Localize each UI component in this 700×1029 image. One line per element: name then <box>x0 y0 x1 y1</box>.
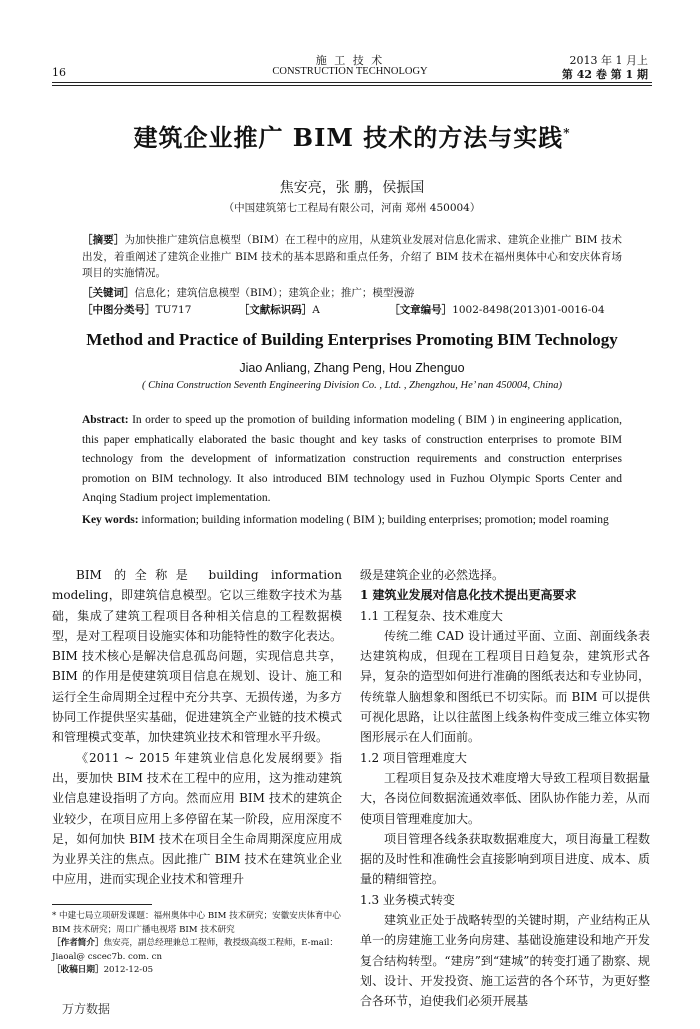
authors-cn: 焦安亮，张 鹏，侯振国 <box>279 180 425 196</box>
volume-issue: 第 42 卷 第 1 期 <box>561 68 648 81</box>
affiliation-cn: （中国建筑第七工程局有限公司，河南 郑州 450004） <box>223 202 481 214</box>
article-number: 1002-8498(2013)01-0016-04 <box>452 304 605 316</box>
abstract-en-label: Abstract: <box>82 414 129 426</box>
keywords-en-label: Key words: <box>82 514 139 526</box>
section-heading-1-3: 1.3 业务模式转变 <box>360 892 455 907</box>
body-paragraph: 项目管理各线条获取数据难度大，项目海量工程数据的及时性和准确性会直接影响到项目进度、成本、质量的精细管控。 <box>360 831 650 887</box>
body-right-column <box>360 565 650 1012</box>
keywords-en-text: information; building information modeling ( BIM ); building enterprises; promotion; model roaming <box>141 514 609 526</box>
footnote-rule <box>52 904 152 905</box>
footnotes <box>52 910 342 978</box>
doc-code-label: ［文献标识码］ <box>238 304 313 316</box>
clc-code: TU717 <box>155 304 192 316</box>
journal-title-cn: 施 工 技 术 <box>315 54 385 67</box>
watermark: 万方数据 <box>62 1002 111 1016</box>
section-heading-1-2: 1.2 项目管理难度大 <box>360 750 467 765</box>
paper-title-cn: 建筑企业推广 BIM 技术的方法与实践* <box>133 123 571 152</box>
body-paragraph: 级是建筑企业的必然选择。 <box>360 568 505 582</box>
body-paragraph: 工程项目复杂及技术难度增大导致工程项目数据量大，各岗位间数据流通效率低、团队协作能力差，从而使项目管理难度加大。 <box>360 770 650 826</box>
classification-line <box>82 302 622 319</box>
author-bio: ［作者简介］焦安亮，副总经理兼总工程师，教授级高级工程师，E-mail：Jiaoal@ cscec7b. com. cn <box>52 938 338 962</box>
abstract-cn <box>82 232 622 282</box>
section-heading-1-1: 1.1 工程复杂、技术难度大 <box>360 608 503 623</box>
affiliation-en: ( China Construction Seventh Engineering Division Co. , Ltd. , Zhengzhou, He’ nan 450004, China) <box>142 380 562 391</box>
abstract-en <box>82 411 622 509</box>
abstract-cn-label: ［摘要］ <box>82 234 125 246</box>
issue-date: 2013 年 1 月上 <box>569 54 648 67</box>
paper-title-en: Method and Practice of Building Enterprises Promoting BIM Technology <box>86 330 618 349</box>
section-heading-1: 1 建筑业发展对信息化技术提出更高要求 <box>360 588 577 603</box>
keywords-cn <box>82 285 622 302</box>
fund-note: * 中建七局立项研发课题：福州奥体中心 BIM 技术研究；安徽安庆体育中心 BIM 技术研究；周口广播电视塔 BIM 技术研究 <box>52 911 341 935</box>
title-footnote-mark: * <box>563 126 571 140</box>
clc-label: ［中图分类号］ <box>82 304 156 316</box>
keywords-cn-label: ［关键词］ <box>82 287 135 299</box>
abstract-en-text: In order to speed up the promotion of building information modeling ( BIM ) in engineering application, this paper emphatically elaborated the basic thought and key tasks of construction enterprises to promote BIM technology from the development of informatization construction requirements and construction enterprises promotion on BIM technology. It also introduced BIM technology used in Fuzhou Olympic Sports Center and Anqing Stadium project implementation. <box>82 414 622 505</box>
header-rule-2 <box>52 85 652 86</box>
article-number-label: ［文章编号］ <box>389 304 453 316</box>
body-left-column <box>52 565 342 890</box>
authors-en: Jiao Anliang, Zhang Peng, Hou Zhenguo <box>239 361 465 375</box>
body-paragraph: BIM 的全称是 building information modeling，即建筑信息模型。它以三维数字技术为基础，集成了建筑工程项目各种相关信息的工程数据模型，是对工程项目设施实体和功能特性的数字化表达。BIM 技术核心是解决信息孤岛问题，实现信息共享，BIM 的作用是使建筑项目信息在规划、设计、施工和运行全生命周期全过程中充分共享、无损传递，为多方协同工作提供坚实基础，促进建筑全产业链的技术模式和管理模式变革，加快建筑业技术和管理水平升级。 <box>52 568 342 745</box>
received-date: ［收稿日期］2012-12-05 <box>52 965 154 975</box>
header-rule <box>52 82 652 83</box>
abstract-cn-text: 为加快推广建筑信息模型（BIM）在工程中的应用，从建筑业发展对信息化需求、建筑企业推广 BIM 技术出发，着重阐述了建筑企业推广 BIM 技术的基本思路和重点任务，介绍了 BIM 技术在福州奥体中心和安庆体育场项目的实施情况。 <box>82 234 623 279</box>
page-number: 16 <box>52 66 66 79</box>
body-paragraph: 建筑业正处于战略转型的关键时期，产业结构正从单一的房建施工业务向房建、基础设施建设和地产开发复合结构转型。“建房”到“建城”的转变打通了勘察、规划、设计、开发投资、施工运营的各个环节，为更好整合各环节，迫使我们必须开展基 <box>360 913 650 1009</box>
body-paragraph: 《2011 ~ 2015 年建筑业信息化发展纲要》指出，要加快 BIM 技术在工程中的应用，这为推动建筑业信息建设指明了方向。然而应用 BIM 技术的建筑企业较少，在项目应用上多停留在某一阶段，应用深度不足，如何加快 BIM 技术在项目全生命周期深度应用成为业界关注的焦点。因此推广 BIM 技术在建筑业企业中应用，进而实现企业技术和管理升 <box>52 750 342 887</box>
keywords-en <box>82 511 622 531</box>
journal-title-en: CONSTRUCTION TECHNOLOGY <box>272 66 428 77</box>
body-paragraph: 传统二维 CAD 设计通过平面、立面、剖面线条表达建筑构成，但现在工程项目日趋复杂，建筑形式各异，复杂的造型如何进行准确的图纸表达和专业协同，传统靠人脑想象和图纸已不切实际。而 BIM 可以提供可视化思路，让以往蓝图上线条构件变成三维立体实物图形展示在人们面前。 <box>360 628 650 745</box>
keywords-cn-text: 信息化；建筑信息模型（BIM）；建筑企业；推广；模型漫游 <box>134 287 415 299</box>
doc-code: A <box>312 304 320 316</box>
